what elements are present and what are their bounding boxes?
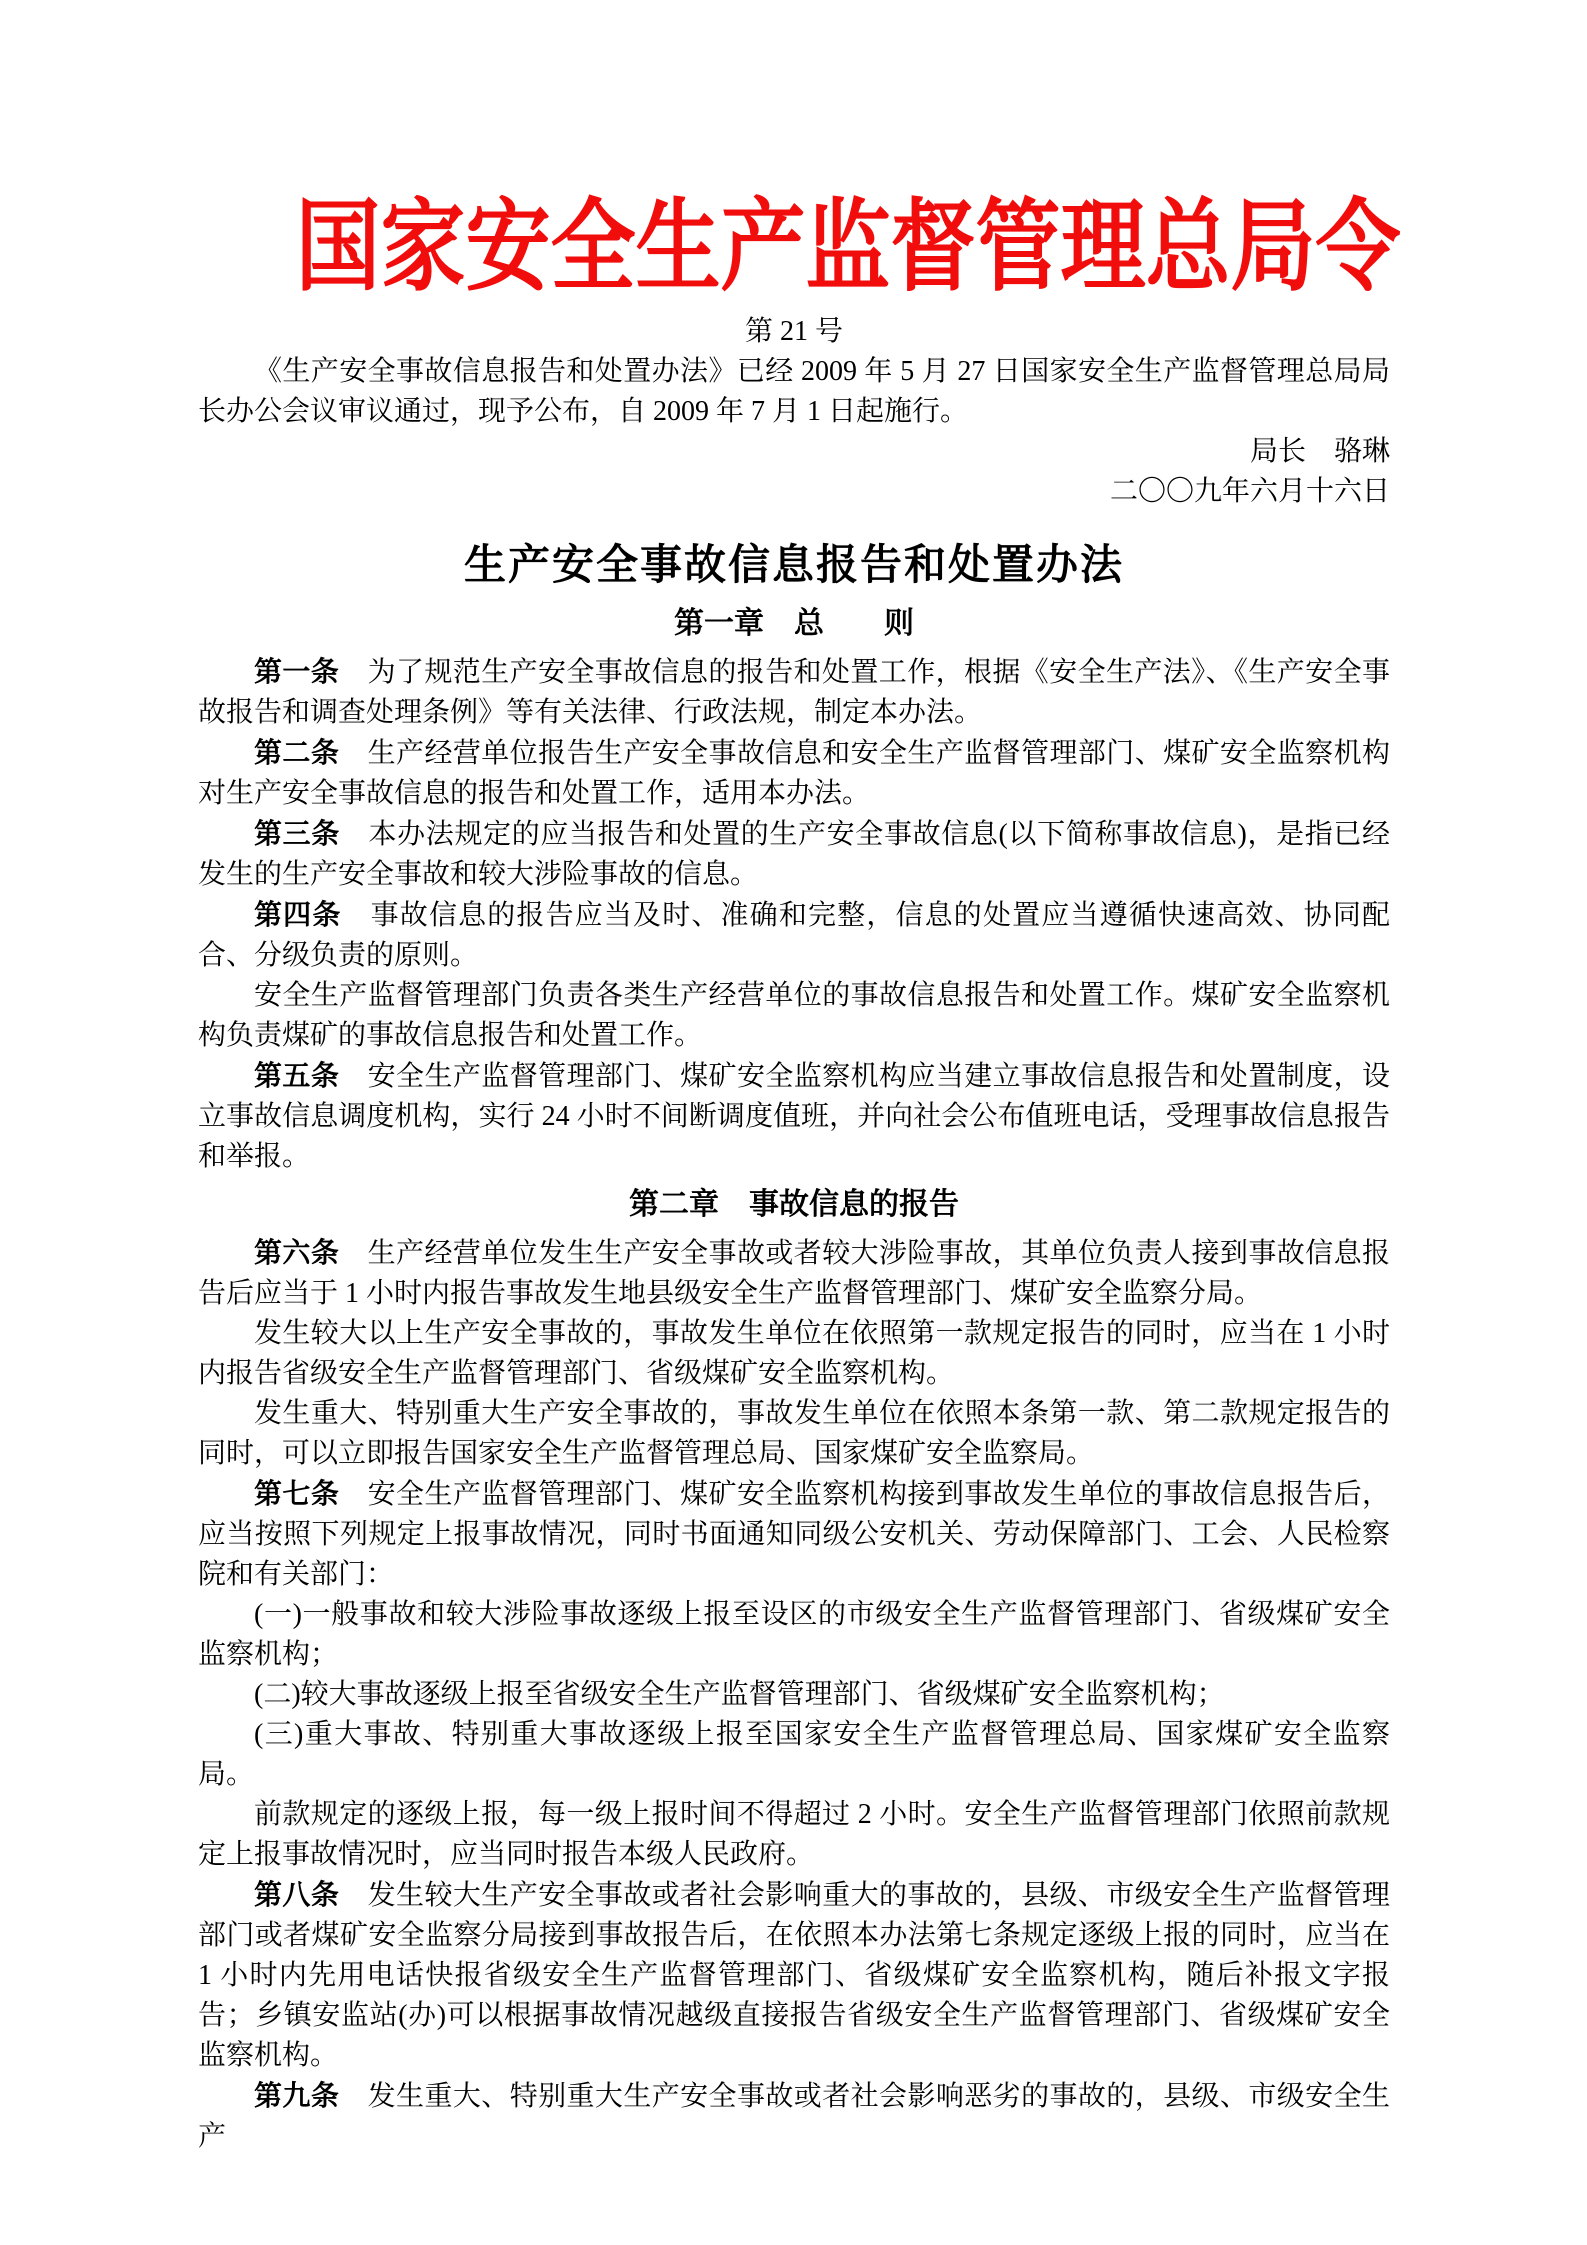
article-label: 第九条 xyxy=(254,2080,340,2111)
chapter-heading: 第一章 总 则 xyxy=(674,607,914,640)
intro-paragraph: 《生产安全事故信息报告和处置办法》已经 2009 年 5 月 27 日国家安全生产监督管理总局局长办公会议审议通过，现予公布，自 2009 年 7 月 1 日起施行。 xyxy=(198,356,1390,427)
signer-title: 局长 xyxy=(1249,436,1306,467)
chapters xyxy=(198,596,1390,2157)
paragraph: 第二条 生产经营单位报告生产安全事故信息和安全生产监督管理部门、煤矿安全监察机构对生产安全事故信息的报告和处置工作，适用本办法。 xyxy=(198,737,1390,809)
paragraph: 发生重大、特别重大生产安全事故的，事故发生单位在依照本条第一款、第二款规定报告的同时，可以立即报告国家安全生产监督管理总局、国家煤矿安全监察局。 xyxy=(198,1398,1390,1469)
article-label: 第一条 xyxy=(254,656,340,687)
paragraph: (一)一般事故和较大涉险事故逐级上报至设区的市级安全生产监督管理部门、省级煤矿安全监察机构； xyxy=(198,1599,1390,1670)
article-label: 第四条 xyxy=(254,899,342,930)
paragraph: 第七条 安全生产监督管理部门、煤矿安全监察机构接到事故发生单位的事故信息报告后，应当按照下列规定上报事故情况，同时书面通知同级公安机关、劳动保障部门、工会、人民检察院和有关部门： xyxy=(198,1478,1390,1590)
article-label: 第五条 xyxy=(254,1060,340,1091)
paragraph: 前款规定的逐级上报，每一级上报时间不得超过 2 小时。安全生产监督管理部门依照前款规定上报事故情况时，应当同时报告本级人民政府。 xyxy=(198,1799,1390,1870)
paragraph: 第四条 事故信息的报告应当及时、准确和完整，信息的处置应当遵循快速高效、协同配合、分级负责的原则。 xyxy=(198,899,1390,971)
order-title xyxy=(198,192,1401,303)
paragraph: 第三条 本办法规定的应当报告和处置的生产安全事故信息(以下简称事故信息)，是指已经发生的生产安全事故和较大涉险事故的信息。 xyxy=(198,818,1390,890)
document-content xyxy=(198,192,1401,2157)
paragraph: 第八条 发生较大生产安全事故或者社会影响重大的事故的，县级、市级安全生产监督管理部门或者煤矿安全监察分局接到事故报告后，在依照本办法第七条规定逐级上报的同时，应当在 1 小时内先用电话快报省级安全生产监督管理部门、省级煤矿安全监察机构，随后补报文字报告；乡镇安监站(办)可以根据事故情况越级直接报告省级安全生产监督管理部门、省级煤矿安全监察机构。 xyxy=(198,1879,1390,2071)
article-label: 第三条 xyxy=(254,818,340,849)
paragraph: 第一条 为了规范生产安全事故信息的报告和处置工作，根据《安全生产法》、《生产安全事故报告和调查处理条例》等有关法律、行政法规，制定本办法。 xyxy=(198,656,1390,728)
signature-date: 二〇〇九年六月十六日 xyxy=(1109,476,1390,507)
paragraph: (二)较大事故逐级上报至省级安全生产监督管理部门、省级煤矿安全监察机构； xyxy=(254,1679,1225,1710)
article-label: 第六条 xyxy=(254,1237,340,1268)
paragraph: 安全生产监督管理部门负责各类生产经营单位的事故信息报告和处置工作。煤矿安全监察机构负责煤矿的事故信息报告和处置工作。 xyxy=(198,980,1390,1051)
article-label: 第二条 xyxy=(254,737,340,768)
paragraph: 发生较大以上生产安全事故的，事故发生单位在依照第一款规定报告的同时，应当在 1 小时内报告省级安全生产监督管理部门、省级煤矿安全监察机构。 xyxy=(198,1318,1390,1389)
paragraph: 第九条 发生重大、特别重大生产安全事故或者社会影响恶劣的事故的，县级、市级安全生产 xyxy=(198,2080,1390,2152)
chapter-heading: 第二章 事故信息的报告 xyxy=(629,1188,959,1221)
document-title: 生产安全事故信息报告和处置办法 xyxy=(463,541,1124,588)
order-title-text: 国家安全生产监督管理总局令 xyxy=(295,192,1401,303)
article-label: 第八条 xyxy=(254,1879,340,1910)
article-label: 第七条 xyxy=(254,1478,340,1509)
paragraph: 第五条 安全生产监督管理部门、煤矿安全监察机构应当建立事故信息报告和处置制度，设立事故信息调度机构，实行 24 小时不间断调度值班，并向社会公布值班电话，受理事故信息报告和举报。 xyxy=(198,1060,1390,1172)
signer-name: 骆琳 xyxy=(1333,436,1390,467)
paragraph: 第六条 生产经营单位发生生产安全事故或者较大涉险事故，其单位负责人接到事故信息报告后应当于 1 小时内报告事故发生地县级安全生产监督管理部门、煤矿安全监察分局。 xyxy=(198,1237,1390,1309)
signature-line xyxy=(198,432,1390,472)
order-number: 第 21 号 xyxy=(744,316,843,347)
paragraph: (三)重大事故、特别重大事故逐级上报至国家安全生产监督管理总局、国家煤矿安全监察局。 xyxy=(198,1719,1390,1790)
